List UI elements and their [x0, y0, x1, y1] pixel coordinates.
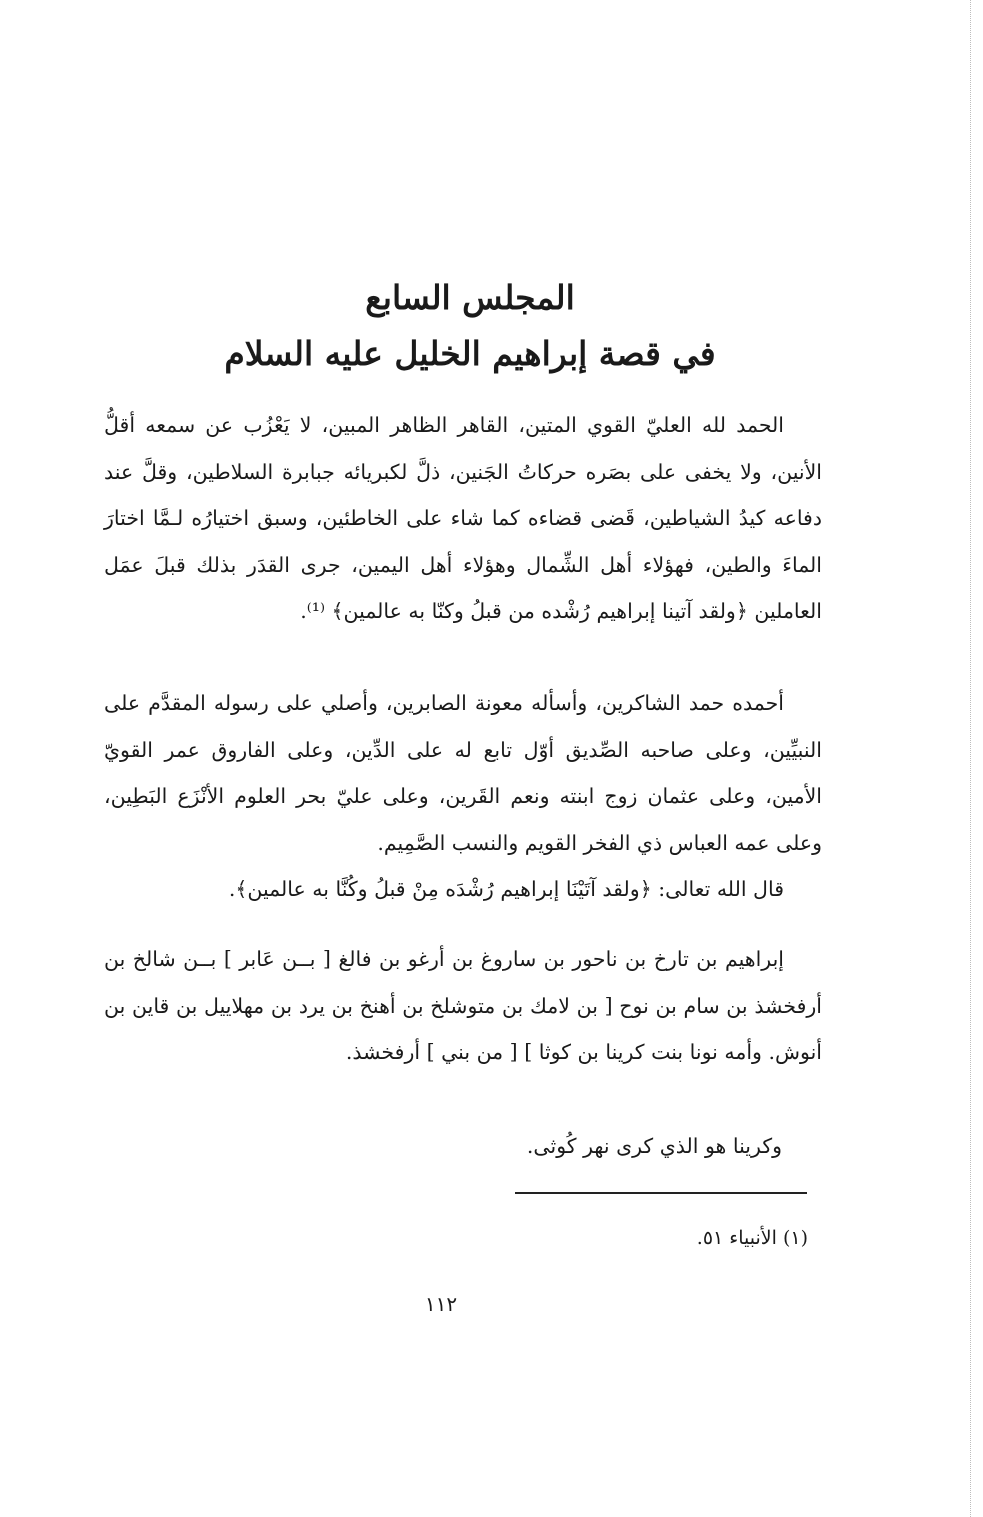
paragraph-genealogy: إبراهيم بن تارخ بن ناحور بن ساروغ بن أرغو بن فالغ [ بــن عَابر ] بــن شالخ بن أرفخشذ بن سام بن نوح [ بن لامك بن متوشلخ بن أهنخ بن يرد بن مهلاييل بن قاين بن أنوش. وأمه نونا بنت كرينا بن كوثا ] [ من بني ] أرفخشذ.: [104, 947, 822, 1064]
paragraph-opening-praise: الحمد لله العليّ القوي المتين، القاهر الظاهر المبين، لا يَعْزُب عن سمعه أقلُّ الأنين، ولا يخفى على بصَره حركاتُ الجَنين، ذلَّ لكبريائه جبابرة السلاطين، وقلَّ عند دفاعه كيدُ الشياطين، قَضى قضاءه كما شاء على الخاطئين، وسبق اختيارُه لـمَّا اختارَ الماءَ والطين، فهؤلاء أهل الشِّمال وهؤلاء أهل اليمين، جرى القدَر بذلك قبلَ عمَل العاملين ﴿ولقد آتينا إبراهيم رُشْده من قبلُ وكنّا به عالمين﴾ ⁽¹⁾.: [104, 413, 822, 623]
chapter-subtitle: في قصة إبراهيم الخليل عليه السلام: [224, 334, 716, 373]
paragraph-quran-quote: قال الله تعالى: ﴿ولقد آتَيْنَا إبراهيم رُشْدَه مِنْ قبلُ وكُنَّا به عالمين﴾.: [228, 877, 784, 901]
footnote-divider: [515, 1192, 807, 1194]
page-edge-dotted-line: [970, 0, 971, 1517]
chapter-title: المجلس السابع: [365, 278, 575, 317]
paragraph-salutations: أحمده حمد الشاكرين، وأسأله معونة الصابرين، وأصلي على رسوله المقدَّم على النبيِّين، وعلى صاحبه الصِّديق أوّل تابع له على الدِّين، وعلى الفاروق عمر القويّ الأمين، وعلى عثمان زوج ابنته ونعم القَرين، وعلى عليّ بحر العلوم الأنْزَع البَطِين، وعلى عمه العباس ذي الفخر القويم والنسب الصَّمِيم.: [104, 691, 822, 855]
page-number: ١١٢: [424, 1292, 458, 1316]
paragraph-karina-note: وكرينا هو الذي كرى نهر كُوثى.: [526, 1134, 782, 1158]
footnote: (١) الأنبياء ٥١.: [696, 1227, 808, 1249]
